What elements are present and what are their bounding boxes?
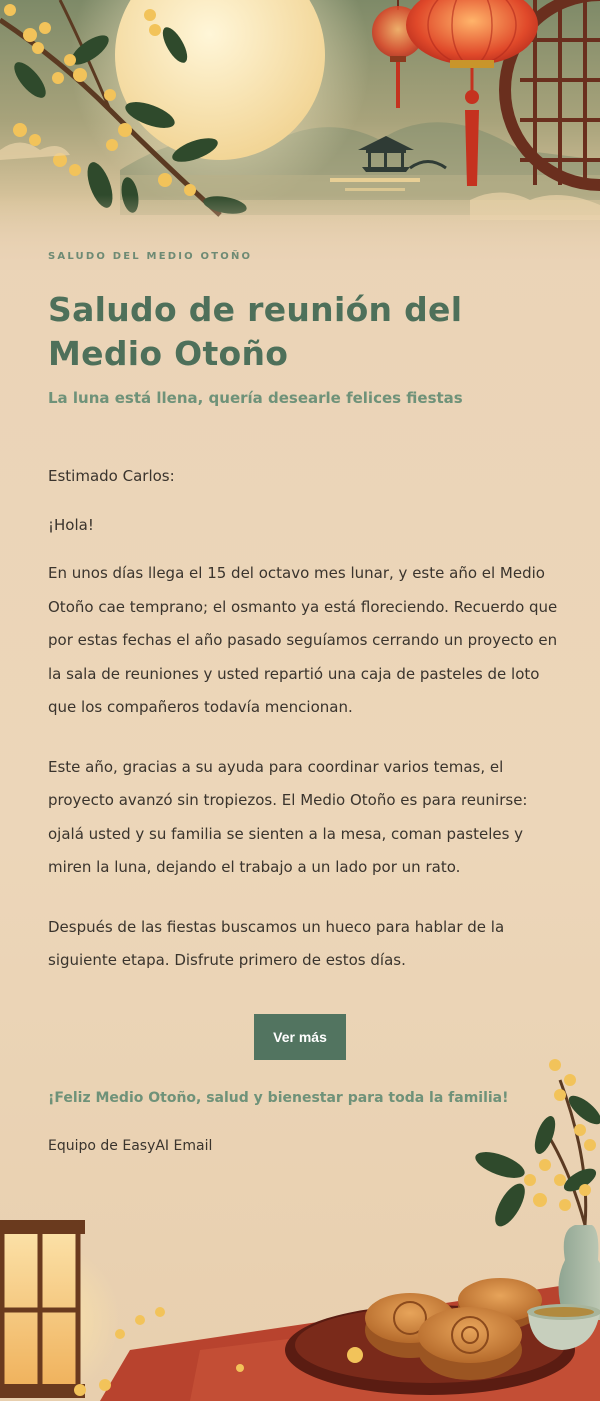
eyebrow-label: SALUDO DEL MEDIO OTOÑO [48, 251, 253, 262]
header-illustration [0, 0, 600, 270]
signature: Equipo de EasyAI Email [48, 1138, 213, 1154]
page-title: Saludo de reunión del Medio Otoño [48, 290, 463, 373]
paragraph-3: Después de las fiestas buscamos un hueco para hablar de la siguiente etapa. Disfrute primero de estos días. [48, 917, 505, 969]
closing-line: ¡Feliz Medio Otoño, salud y bienestar para toda la familia! [48, 1090, 509, 1106]
ver-mas-button[interactable]: Ver más [254, 1014, 346, 1060]
greeting: Estimado Carlos: [48, 467, 175, 485]
footer-illustration [0, 1050, 600, 1401]
paragraph-2: Este año, gracias a su ayuda para coordinar varios temas, el proyecto avanzó sin tropiezos. El Medio Otoño es para reunirse: ojalá usted y su familia se sienten a la mesa, coman pasteles y miren la luna, dejando el trabajo a un lado por un rato. [48, 757, 528, 876]
paragraph-1: En unos días llega el 15 del octavo mes lunar, y este año el Medio Otoño cae temprano; el osmanto ya está floreciendo. Recuerdo que por estas fechas el año pasado seguíamos cerrando un proyecto en la sala de reuniones y usted repartió una caja de pasteles de loto que los compañeros todavía mencionan. [48, 564, 558, 716]
hello-line: ¡Hola! [48, 516, 94, 534]
subtitle: La luna está llena, quería desearle felices fiestas [48, 389, 463, 407]
mid-autumn-scene [0, 0, 600, 270]
paper-lantern-icon [0, 1220, 120, 1400]
email-body [48, 250, 558, 1154]
mooncake-table-scene [0, 1050, 600, 1401]
